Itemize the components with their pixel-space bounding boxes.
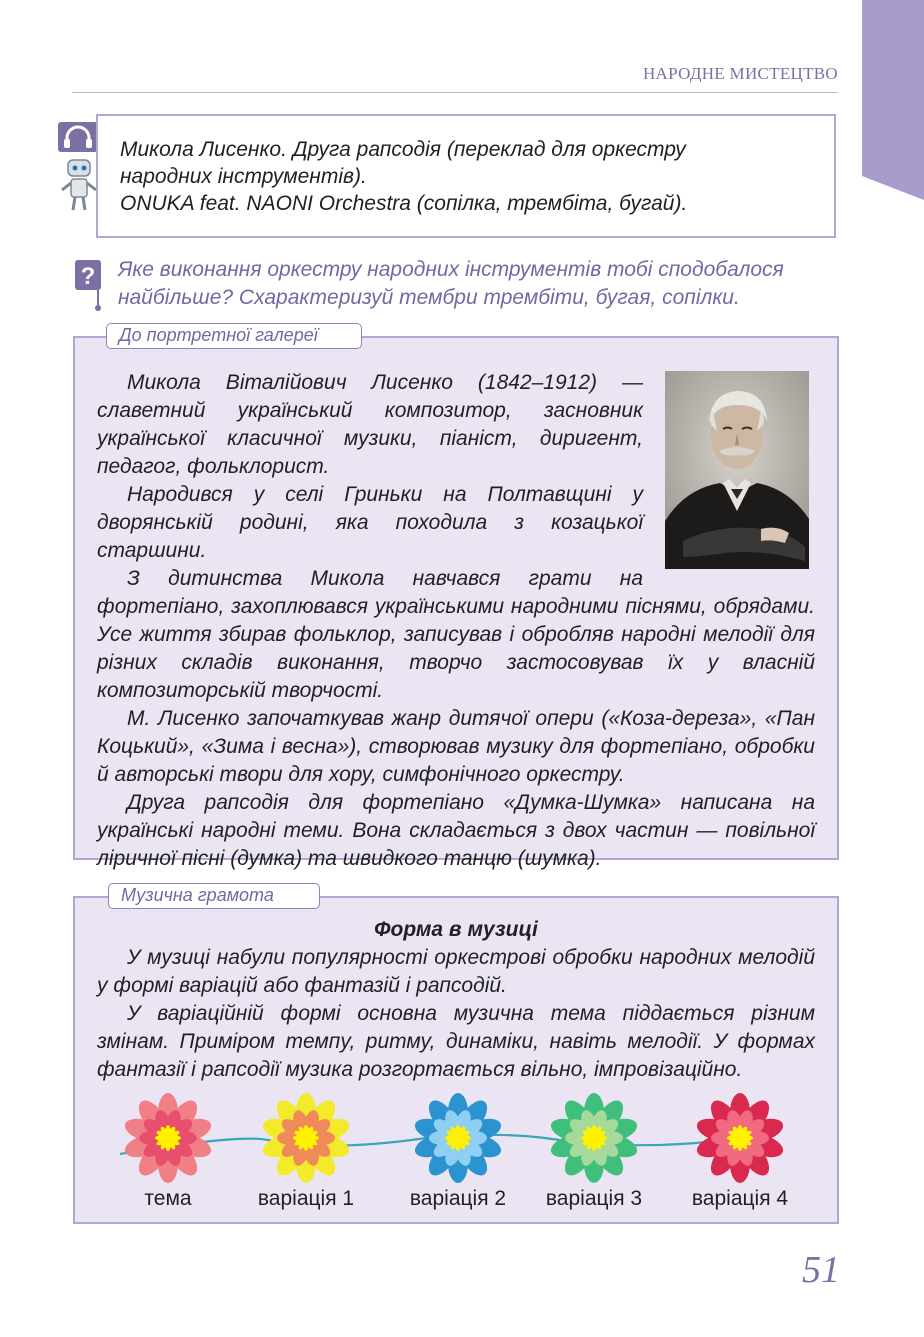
flower-label: варіація 2 <box>409 1187 507 1210</box>
listening-line: народних інструментів). <box>120 165 367 188</box>
page-number: 51 <box>802 1249 840 1291</box>
header-rule <box>72 92 838 93</box>
gallery-paragraph: Микола Віталійович Лисенко (1842–1912) — славетний український композитор, засновник української класичної музики, піаніст, диригент, педагог, фольклорист. <box>97 371 643 478</box>
flower-1 <box>122 1093 214 1183</box>
gallery-paragraph: М. Лисенко започаткував жанр дитячої опери («Коза-дереза», «Пан Коцький», «Зима і весна»), створював музику для фортепіано, обробки й авторські твори для хору, симфонічного оркестру. <box>97 707 815 786</box>
question-text <box>118 256 848 312</box>
corner-tab-decoration <box>862 0 924 200</box>
variation-flowers-diagram <box>100 1090 816 1190</box>
flower-label: варіація 4 <box>691 1187 789 1210</box>
grammar-text <box>97 944 815 1084</box>
flower-label: варіація 1 <box>257 1187 355 1210</box>
flower-5 <box>694 1093 786 1183</box>
listening-line: Микола Лисенко. Друга рапсодія (переклад для оркестру <box>120 138 686 161</box>
question-line: найбільше? Схарактеризуй тембри трембіти, бугая, сопілки. <box>118 286 740 309</box>
listening-line: ONUKA feat. NAONI Orchestra (сопілка, трембіта, бугай). <box>120 192 688 215</box>
grammar-paragraph: У варіаційній формі основна музична тема піддається різним змінам. Приміром темпу, ритму, динаміки, навіть мелодії. У формах фантазії і рапсодії музика розгортається вільно, імпровізаційно. <box>97 1002 815 1081</box>
robot-icon <box>62 160 96 210</box>
svg-text:?: ? <box>80 263 96 290</box>
portrait-gallery-tab: До портретної галереї <box>106 323 362 349</box>
section-title: НАРОДНЕ МИСТЕЦТВО <box>642 64 838 83</box>
gallery-paragraph: З дитинства Микола навчався грати на фортепіано, захоплювався українськими народними піснями, обрядами. Усе життя збирав фольклор, записував і обробляв народні мелодії для різних складів виконання, творчо застосовував їх у власній композиторській творчості. <box>97 567 815 702</box>
headphones-icon <box>58 122 98 152</box>
portrait-gallery-text <box>97 369 815 873</box>
flower-label: тема <box>144 1187 192 1210</box>
gallery-paragraph: Друга рапсодія для фортепіано «Думка-Шумка» написана на українські народні теми. Вона складається з двох частин — повільної ліричної пісні (думка) та швидкого танцю (шумка). <box>97 791 815 870</box>
music-grammar-tab: Музична грамота <box>108 883 320 909</box>
flower-2 <box>260 1093 352 1183</box>
grammar-heading: Форма в музиці <box>374 918 538 941</box>
grammar-paragraph: У музиці набули популярності оркестрові обробки народних мелодій у формі варіацій або фантазій і рапсодій. <box>97 946 815 997</box>
gallery-paragraph: Народився у селі Гриньки на Полтавщині у дворянській родині, яка походила з козацької старшини. <box>97 483 643 562</box>
flower-label: варіація 3 <box>545 1187 643 1210</box>
flower-4 <box>548 1093 640 1183</box>
lysenko-portrait-image <box>665 371 809 569</box>
question-mark-icon <box>74 258 102 312</box>
listening-box <box>96 114 836 238</box>
question-line: Яке виконання оркестру народних інструментів тобі сподобалося <box>118 258 784 281</box>
